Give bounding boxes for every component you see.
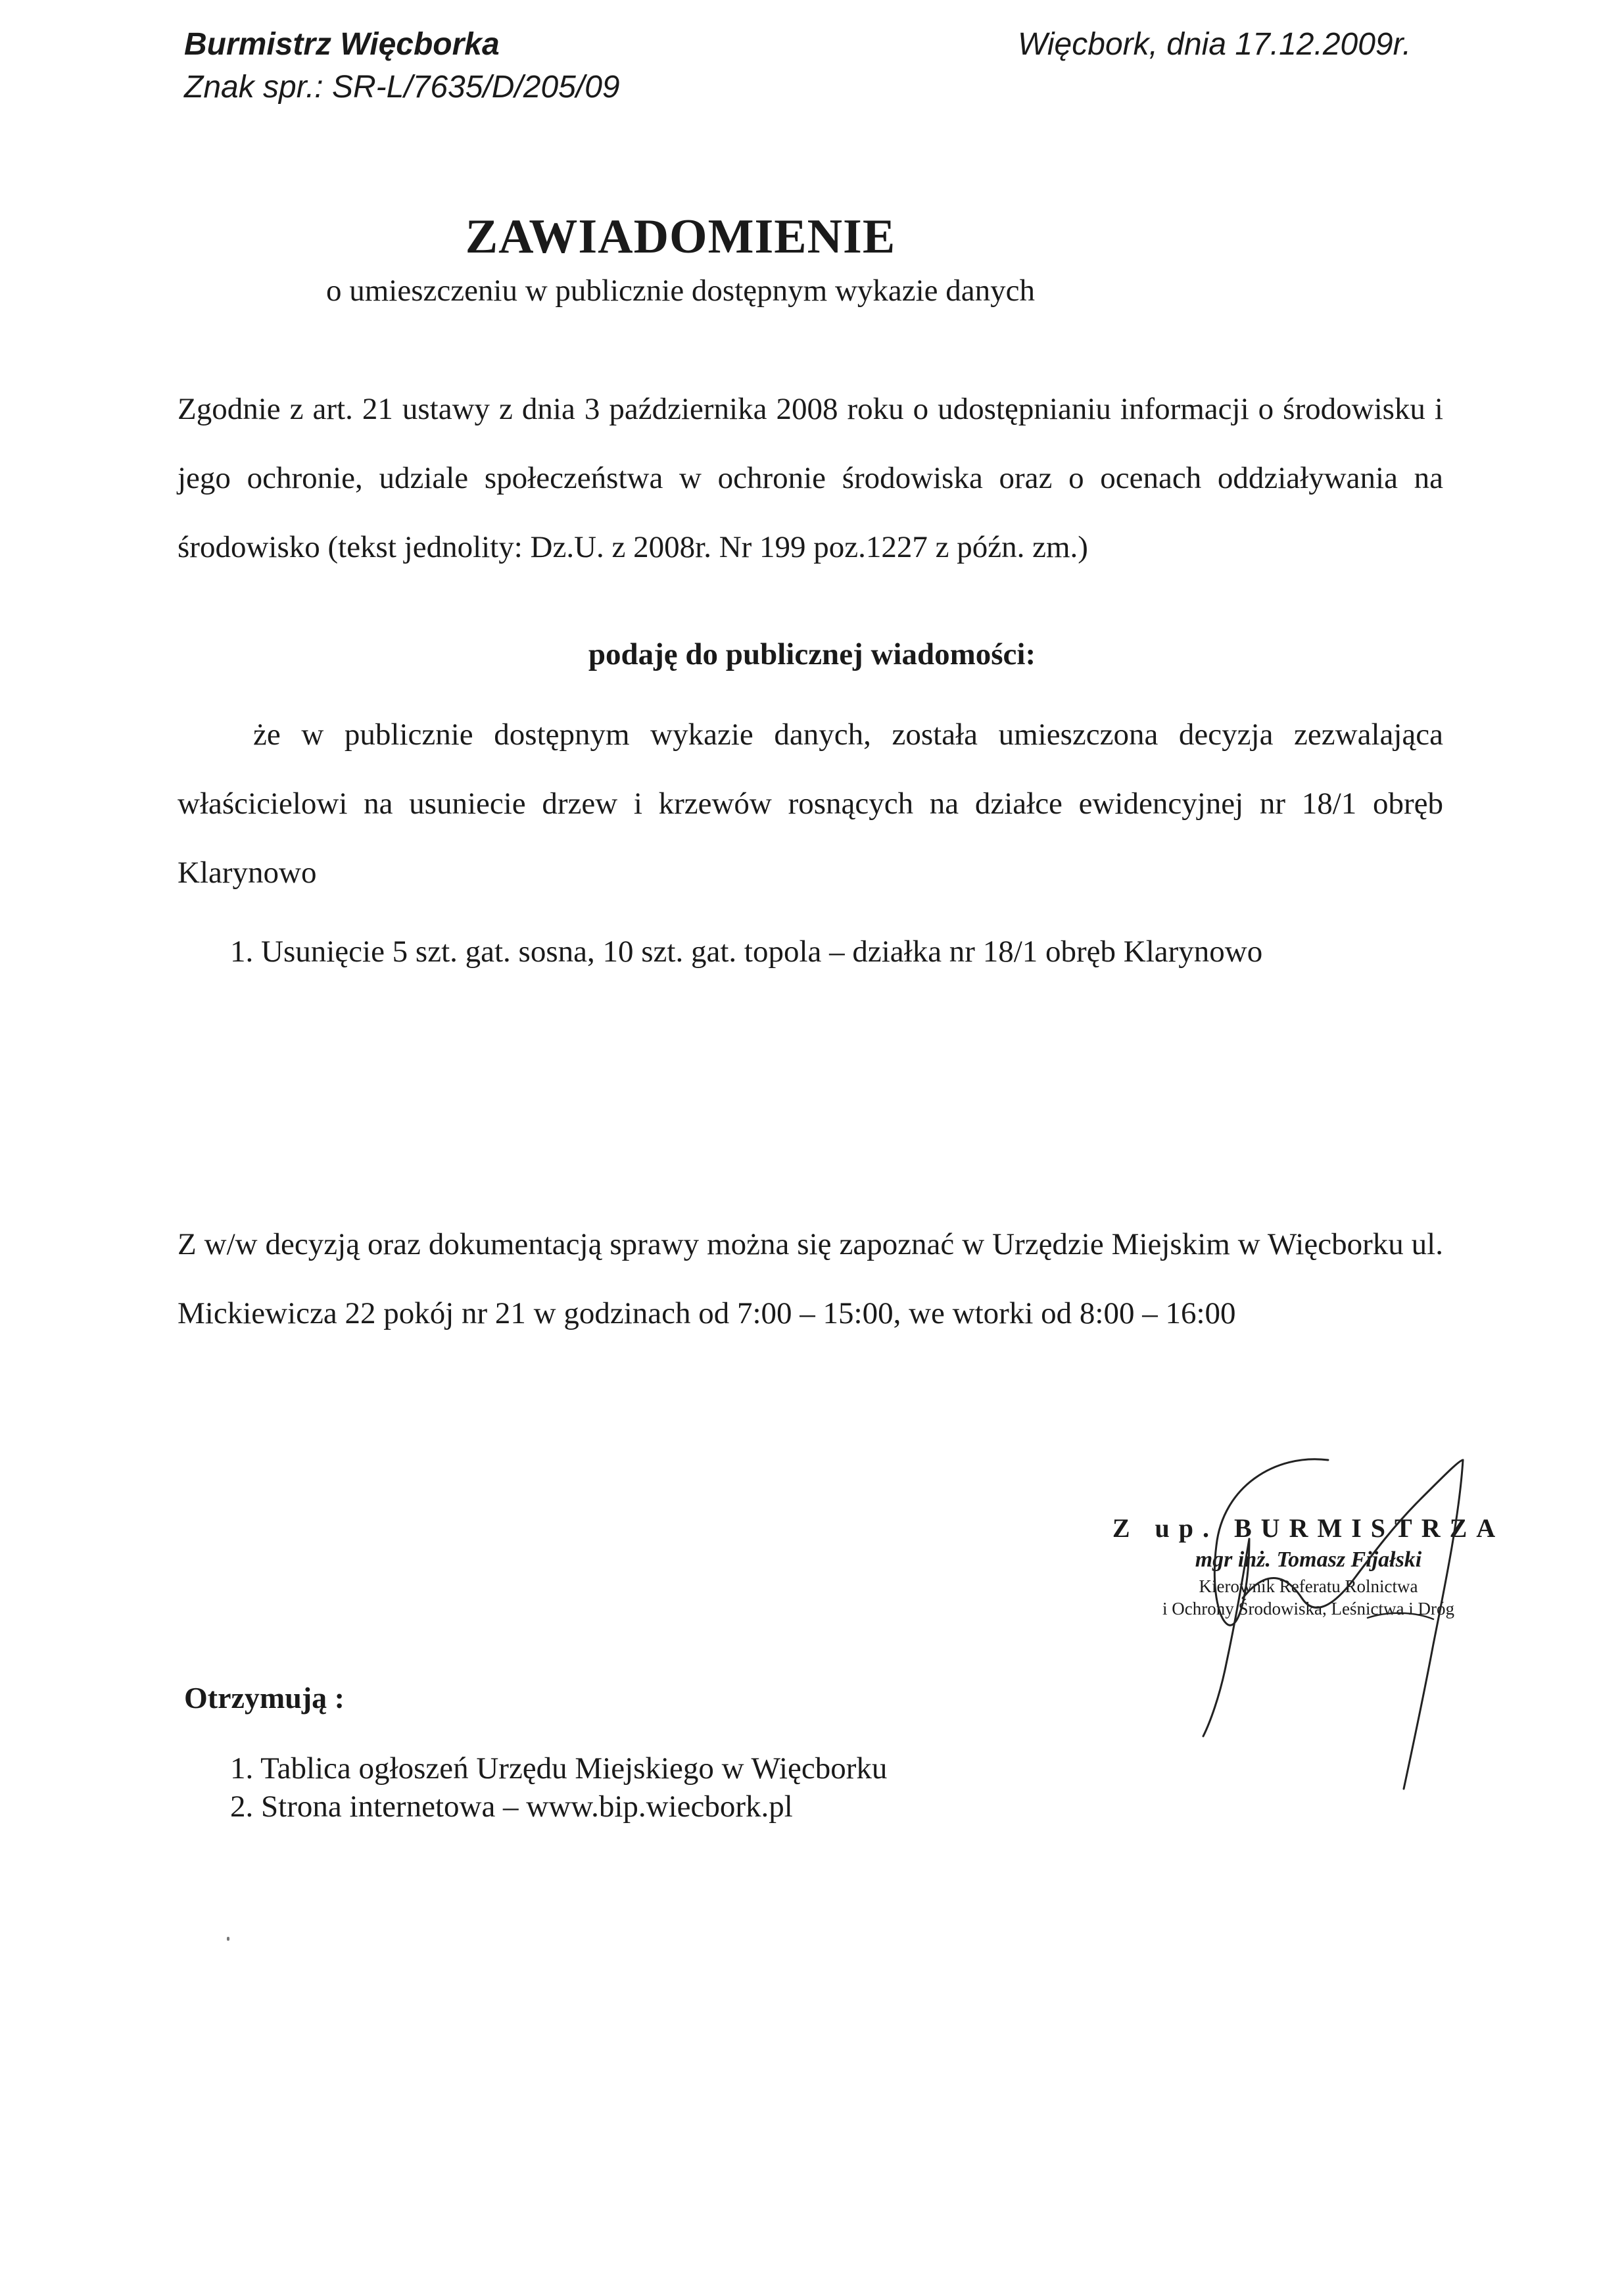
official-stamp — [1111, 1513, 1506, 1620]
place-and-date: Więcbork, dnia 17.12.2009r. — [1018, 27, 1412, 62]
decision-paragraph: że w publicznie dostępnym wykazie danych, została umieszczona decyzja zezwalająca właścicielowi na usuniecie drzew i krzewów rosnących na działce ewidencyjnej nr 18/1 obręb Klarynowo — [178, 718, 1443, 890]
list-item: 1. Tablica ogłoszeń Urzędu Miejskiego w Więcborku — [230, 1751, 888, 1786]
document-subtitle: o umieszczeniu w publicznie dostępnym wykazie danych — [325, 274, 1036, 308]
case-reference: Znak spr.: SR-L/7635/D/205/09 — [184, 70, 620, 105]
list-item: 2. Strona internetowa – www.bip.wiecbork.pl — [230, 1789, 793, 1824]
stamp-signatory-role: Kierownik Referatu Rolnictwa — [1199, 1576, 1418, 1596]
legal-basis-paragraph: Zgodnie z art. 21 ustawy z dnia 3 października 2008 roku o udostępnianiu informacji o środowisku i jego ochronie, udziale społeczeństwa w ochronie środowiska oraz o ocenach oddziaływania na środowisko (tekst jednolity: Dz.U. z 2008r. Nr 199 poz.1227 z późn. zm.) — [178, 392, 1443, 564]
stamp-authority: Z up. BURMISTRZA — [1112, 1513, 1505, 1543]
scan-speck — [227, 1937, 229, 1941]
stamp-signatory-name: mgr inż. Tomasz Fijałski — [1195, 1547, 1422, 1572]
decision-item: 1. Usunięcie 5 szt. gat. sosna, 10 szt. gat. topola – działka nr 18/1 obręb Klarynowo — [230, 935, 1263, 969]
handwritten-signature — [1170, 1447, 1499, 1815]
stamp-signatory-department: i Ochrony Środowiska, Leśnictwa i Dróg — [1162, 1599, 1454, 1619]
issuer-name: Burmistrz Więcborka — [184, 27, 500, 62]
announcement-lead: podaję do publicznej wiadomości: — [588, 637, 1036, 671]
inspection-info-paragraph: Z w/w decyzją oraz dokumentacją sprawy można się zapoznać w Urzędzie Miejskim w Więcborku ul. Mickiewicza 22 pokój nr 21 w godzinach od 7:00 – 15:00, we wtorki od 8:00 – 16:00 — [178, 1227, 1443, 1330]
document-title: ZAWIADOMIENIE — [465, 210, 896, 264]
recipients-heading: Otrzymują : — [184, 1681, 345, 1715]
recipients-list — [230, 1749, 887, 1826]
